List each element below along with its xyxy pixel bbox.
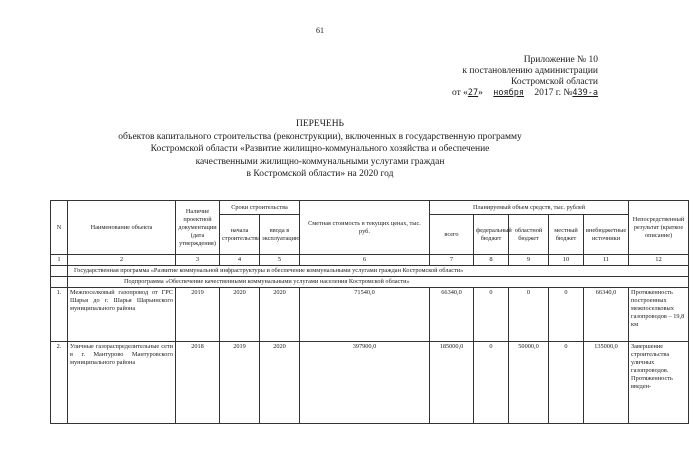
row-n: 2.	[51, 342, 68, 424]
annex-month: ноября	[493, 88, 525, 98]
column-number: 9	[509, 255, 549, 266]
annex-date-prefix: от «	[452, 88, 468, 98]
subprogram-title: Подпрограмма «Обеспечение качественными коммунальными услугами населения Костромской области»	[68, 277, 689, 288]
header-commission: ввода в эксплуатацию	[260, 215, 300, 255]
row-name: Уличные газораспределительные сети в г. Мантурово Мантуровского муниципального района	[68, 342, 176, 424]
title-line-3: качественными жилищно-коммунальными услугами граждан	[195, 156, 445, 167]
header-name: Наименование объекта	[68, 201, 176, 255]
column-number: 12	[629, 255, 689, 266]
header-planned: Планируемый объем средств, тыс. рублей	[430, 201, 629, 215]
annex-year: 2017 г. №	[534, 88, 573, 98]
subprogram-row	[51, 277, 689, 288]
header-regional: областной бюджет	[509, 215, 549, 255]
row-federal: 0	[474, 288, 509, 342]
column-number: 5	[260, 255, 300, 266]
annex-line-3: Костромской области	[511, 77, 598, 87]
row-regional: 50000,0	[509, 342, 549, 424]
column-number: 2	[68, 255, 176, 266]
column-number: 11	[584, 255, 629, 266]
row-commission: 2020	[260, 288, 300, 342]
table-row	[51, 288, 689, 342]
annex-block	[452, 55, 598, 99]
row-extra: 66340,0	[584, 288, 629, 342]
column-number: 6	[300, 255, 430, 266]
header-total: всего	[430, 215, 474, 255]
title-line-4: в Костромской области» на 2020 год	[246, 169, 394, 179]
header-n: N	[51, 201, 68, 255]
column-number: 7	[430, 255, 474, 266]
row-name: Межпоселковый газопровод от ГРС Шарья до г. Шарья Шарьинского муниципального района	[68, 288, 176, 342]
row-n: 1.	[51, 288, 68, 342]
row-total: 66340,0	[430, 288, 474, 342]
header-result: Непосредственный результат (краткое описание)	[629, 201, 689, 255]
annex-day: 27	[467, 88, 479, 98]
header-cost: Сметная стоимость в текущих ценах, тыс. руб.	[300, 201, 430, 255]
program-title: Государственная программа «Развитие коммунальной инфраструктуры и обеспечение коммунальными услугами граждан Костромской области»	[68, 266, 689, 277]
title-line-2: Костромской области «Развитие жилищно-коммунального хозяйства и обеспечение	[150, 144, 490, 154]
row-start: 2020	[220, 288, 260, 342]
header-extra: внебюджетные источники	[584, 215, 629, 255]
row-docs: 2018	[176, 342, 220, 424]
page-number: 61	[316, 26, 324, 35]
objects-table	[50, 200, 689, 424]
column-number: 1	[51, 255, 68, 266]
row-result: Завершение строительства уличных газопроводов. Протяженность введен-	[629, 342, 689, 424]
title-heading: ПЕРЕЧЕНЬ	[295, 119, 345, 129]
row-cost: 397900,0	[300, 342, 430, 424]
row-cost: 71540,0	[300, 288, 430, 342]
row-extra: 135000,0	[584, 342, 629, 424]
annex-date-line	[452, 88, 598, 99]
row-result: Протяженность построенных межпоселковых газопроводов – 19,8 км	[629, 288, 689, 342]
annex-date-mid: »	[478, 88, 483, 98]
header-federal: федеральный бюджет	[474, 215, 509, 255]
row-federal: 0	[474, 342, 509, 424]
column-number: 8	[474, 255, 509, 266]
header-start: начала строительства	[220, 215, 260, 255]
header-local: местный бюджет	[549, 215, 584, 255]
column-number: 4	[220, 255, 260, 266]
row-local: 0	[549, 342, 584, 424]
title-line-1: объектов капитального строительства (реконструкции), включенных в государственную программу	[118, 131, 522, 142]
document-title	[60, 118, 580, 181]
annex-number: 439-а	[572, 88, 598, 98]
row-total: 185000,0	[430, 342, 474, 424]
row-commission: 2020	[260, 342, 300, 424]
header-terms: Сроки строительства	[220, 201, 300, 215]
program-row	[51, 266, 689, 277]
row-regional: 0	[509, 288, 549, 342]
column-number: 3	[176, 255, 220, 266]
row-start: 2019	[220, 342, 260, 424]
column-number-row	[51, 255, 689, 266]
row-local: 0	[549, 288, 584, 342]
header-docs: Наличие проектной документации (дата утверждения)	[176, 201, 220, 255]
annex-line-1: Приложение № 10	[523, 55, 598, 65]
column-number: 10	[549, 255, 584, 266]
table-row	[51, 342, 689, 424]
row-docs: 2019	[176, 288, 220, 342]
annex-line-2: к постановлению администрации	[462, 66, 598, 76]
